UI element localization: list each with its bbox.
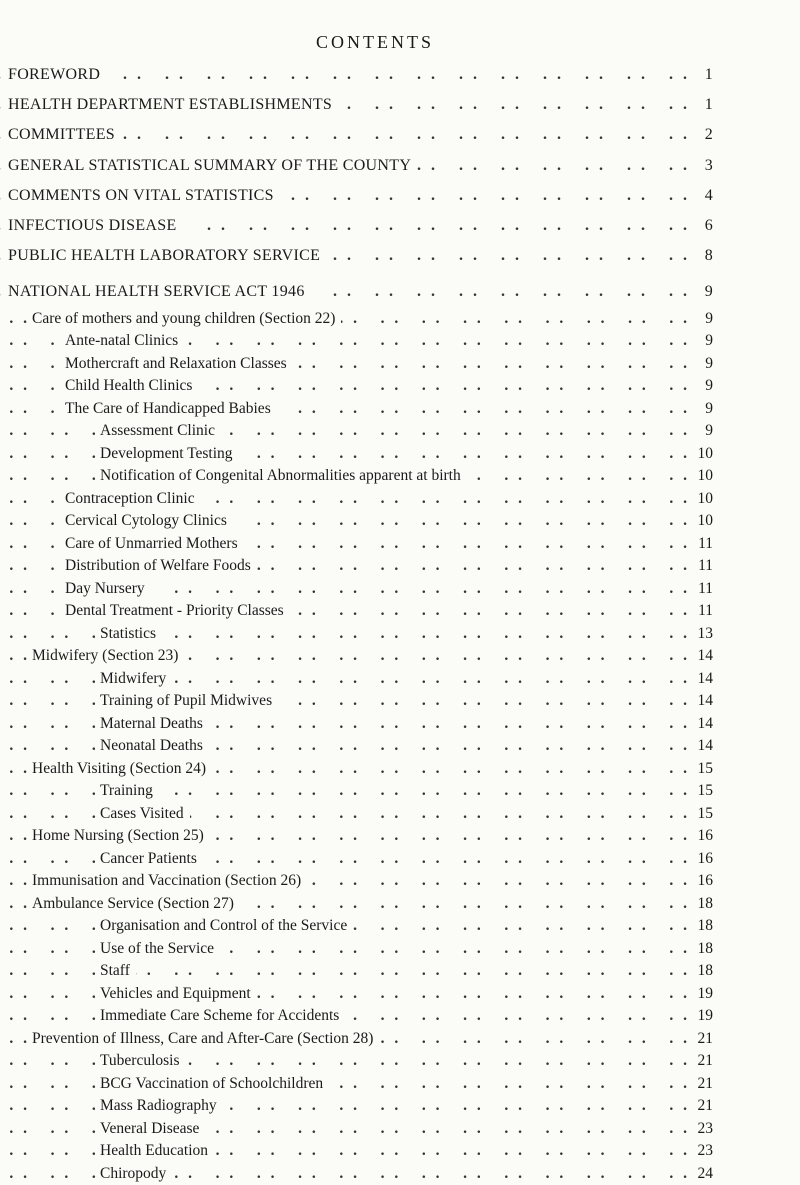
toc-entry-title: NATIONAL HEALTH SERVICE ACT 1946	[8, 277, 311, 307]
toc-entry-title: PUBLIC HEALTH LABORATORY SERVICE	[8, 241, 326, 271]
toc-entry-title: Mass Radiography	[100, 1095, 223, 1118]
toc-entry-title: FOREWORD	[8, 60, 106, 90]
toc-entry-page: 18	[683, 893, 713, 916]
toc-entry-title: Maternal Deaths	[100, 713, 209, 736]
toc-entry-page: 6	[683, 211, 713, 241]
toc-entry-page: 21	[683, 1073, 713, 1096]
toc-entry-title: Training	[100, 780, 159, 803]
toc-entry[interactable]	[0, 181, 800, 211]
toc-entry[interactable]	[0, 443, 800, 466]
toc-entry[interactable]	[0, 1140, 800, 1163]
toc-entry[interactable]	[0, 1005, 800, 1028]
toc-entry[interactable]	[0, 668, 800, 691]
toc-entry-page: 16	[683, 825, 713, 848]
toc-entry-title: COMMENTS ON VITAL STATISTICS	[8, 181, 280, 211]
toc-entry-page: 14	[683, 668, 713, 691]
toc-entry-title: Veneral Disease	[100, 1118, 205, 1141]
toc-entry-page: 19	[683, 1005, 713, 1028]
toc-entry-page: 10	[683, 510, 713, 533]
toc-entry-title: Notification of Congenital Abnormalities apparent at birth	[100, 465, 467, 488]
toc-entry-title: GENERAL STATISTICAL SUMMARY OF THE COUNTY	[8, 151, 417, 181]
toc-entry[interactable]	[0, 983, 800, 1006]
toc-entry-title: Child Health Clinics	[65, 375, 198, 398]
toc-entry-title: Distribution of Welfare Foods	[65, 555, 257, 578]
toc-entry-page: 21	[683, 1050, 713, 1073]
toc-entry-title: Dental Treatment - Priority Classes	[65, 600, 290, 623]
toc-entry-page: 14	[683, 735, 713, 758]
toc-entry[interactable]	[0, 1118, 800, 1141]
toc-entry-page: 18	[683, 938, 713, 961]
toc-entry-title: The Care of Handicapped Babies	[65, 398, 277, 421]
toc-entry-page: 9	[683, 308, 713, 331]
toc-entry-title: Midwifery (Section 23)	[32, 645, 184, 668]
toc-entry-page: 10	[683, 465, 713, 488]
toc-entry[interactable]	[0, 735, 800, 758]
toc-entry-page: 14	[683, 645, 713, 668]
toc-entry[interactable]	[0, 375, 800, 398]
toc-entry-page: 8	[683, 241, 713, 271]
toc-entry-title: Use of the Service	[100, 938, 220, 961]
toc-entry-title: HEALTH DEPARTMENT ESTABLISHMENTS	[8, 90, 338, 120]
toc-entry-title: Mothercraft and Relaxation Classes	[65, 353, 293, 376]
table-of-contents	[0, 60, 800, 1185]
toc-entry[interactable]	[0, 848, 800, 871]
toc-entry[interactable]	[0, 578, 800, 601]
toc-entry-page: 15	[683, 803, 713, 826]
toc-entry-title: BCG Vaccination of Schoolchildren	[100, 1073, 329, 1096]
toc-entry[interactable]	[0, 870, 800, 893]
toc-entry-page: 21	[683, 1028, 713, 1051]
toc-entry-page: 9	[683, 420, 713, 443]
toc-entry-page: 24	[683, 1163, 713, 1185]
toc-entry-page: 19	[683, 983, 713, 1006]
toc-entry-title: Neonatal Deaths	[100, 735, 209, 758]
toc-entry-title: Immunisation and Vaccination (Section 26)	[32, 870, 307, 893]
toc-entry[interactable]	[0, 1163, 800, 1185]
toc-entry-page: 9	[683, 353, 713, 376]
toc-entry-title: Health Education	[100, 1140, 214, 1163]
toc-entry-page: 2	[683, 120, 713, 150]
toc-entry-title: Midwifery	[100, 668, 172, 691]
toc-entry[interactable]	[0, 353, 800, 376]
toc-entry-title: Prevention of Illness, Care and After-Care (Section 28)	[32, 1028, 379, 1051]
toc-entry[interactable]	[0, 623, 800, 646]
toc-entry-title: Ante-natal Clinics	[65, 330, 184, 353]
toc-entry[interactable]	[0, 465, 800, 488]
toc-entry-title: Care of Unmarried Mothers	[65, 533, 244, 556]
toc-entry-title: Development Testing	[100, 443, 239, 466]
toc-entry[interactable]	[0, 1050, 800, 1073]
toc-entry-page: 15	[683, 758, 713, 781]
toc-entry-title: Contraception Clinic	[65, 488, 201, 511]
toc-entry-title: Chiropody	[100, 1163, 172, 1185]
toc-entry-page: 16	[683, 870, 713, 893]
toc-entry-title: Cervical Cytology Clinics	[65, 510, 233, 533]
toc-entry-title: Statistics	[100, 623, 162, 646]
toc-entry-title: INFECTIOUS DISEASE	[8, 211, 183, 241]
toc-entry[interactable]	[0, 533, 800, 556]
toc-entry[interactable]	[0, 825, 800, 848]
toc-entry-title: Cases Visited	[100, 803, 190, 826]
toc-entry[interactable]	[0, 120, 800, 150]
toc-entry[interactable]	[0, 420, 800, 443]
toc-entry-title: Care of mothers and young children (Section 22)	[32, 308, 341, 331]
toc-entry-page: 1	[683, 90, 713, 120]
toc-entry-page: 9	[683, 398, 713, 421]
toc-entry-page: 18	[683, 915, 713, 938]
toc-entry[interactable]	[0, 555, 800, 578]
toc-entry[interactable]	[0, 938, 800, 961]
toc-entry[interactable]	[0, 398, 800, 421]
toc-entry-page: 14	[683, 690, 713, 713]
toc-entry-page: 9	[683, 375, 713, 398]
toc-entry[interactable]	[0, 713, 800, 736]
toc-entry[interactable]	[0, 780, 800, 803]
toc-entry[interactable]	[0, 488, 800, 511]
toc-entry-page: 11	[683, 578, 713, 601]
toc-entry-page: 9	[683, 330, 713, 353]
toc-entry-page: 11	[683, 600, 713, 623]
toc-entry-title: Day Nursery	[65, 578, 151, 601]
toc-entry[interactable]	[0, 1073, 800, 1096]
toc-entry-page: 4	[683, 181, 713, 211]
toc-entry[interactable]	[0, 60, 800, 90]
toc-entry-title: Training of Pupil Midwives	[100, 690, 278, 713]
toc-entry-title: Vehicles and Equipment	[100, 983, 257, 1006]
toc-entry-page: 13	[683, 623, 713, 646]
toc-entry-title: COMMITTEES	[8, 120, 121, 150]
toc-entry-page: 1	[683, 60, 713, 90]
toc-entry-page: 11	[683, 555, 713, 578]
toc-entry-title: Home Nursing (Section 25)	[32, 825, 210, 848]
toc-entry-page: 10	[683, 488, 713, 511]
toc-entry-title: Health Visiting (Section 24)	[32, 758, 212, 781]
toc-entry[interactable]	[0, 277, 800, 307]
toc-entry-title: Staff	[100, 960, 136, 983]
toc-entry[interactable]	[0, 330, 800, 353]
toc-entry[interactable]	[0, 960, 800, 983]
toc-entry-page: 14	[683, 713, 713, 736]
toc-entry[interactable]	[0, 151, 800, 181]
toc-entry[interactable]	[0, 600, 800, 623]
toc-entry[interactable]	[0, 1028, 800, 1051]
toc-entry-page: 23	[683, 1118, 713, 1141]
toc-entry[interactable]	[0, 645, 800, 668]
toc-entry-page: 15	[683, 780, 713, 803]
toc-entry-page: 10	[683, 443, 713, 466]
toc-entry[interactable]	[0, 803, 800, 826]
toc-entry[interactable]	[0, 915, 800, 938]
toc-entry[interactable]	[0, 308, 800, 331]
toc-entry[interactable]	[0, 90, 800, 120]
toc-entry[interactable]	[0, 893, 800, 916]
toc-entry-title: Tuberculosis	[100, 1050, 186, 1073]
toc-entry-page: 9	[683, 277, 713, 307]
toc-entry-title: Cancer Patients	[100, 848, 203, 871]
toc-entry[interactable]	[0, 1095, 800, 1118]
toc-entry-page: 21	[683, 1095, 713, 1118]
toc-entry[interactable]	[0, 211, 800, 241]
toc-entry[interactable]	[0, 690, 800, 713]
toc-entry[interactable]	[0, 510, 800, 533]
toc-entry-page: 16	[683, 848, 713, 871]
toc-entry-title: Assessment Clinic	[100, 420, 221, 443]
page-title: CONTENTS	[0, 32, 750, 53]
toc-entry[interactable]	[0, 758, 800, 781]
toc-entry-title: Ambulance Service (Section 27)	[32, 893, 240, 916]
toc-entry-page: 11	[683, 533, 713, 556]
toc-entry-title: Organisation and Control of the Service	[100, 915, 353, 938]
toc-entry[interactable]	[0, 241, 800, 271]
toc-entry-title: Immediate Care Scheme for Accidents	[100, 1005, 345, 1028]
toc-entry-page: 18	[683, 960, 713, 983]
toc-entry-page: 3	[683, 151, 713, 181]
toc-entry-page: 23	[683, 1140, 713, 1163]
